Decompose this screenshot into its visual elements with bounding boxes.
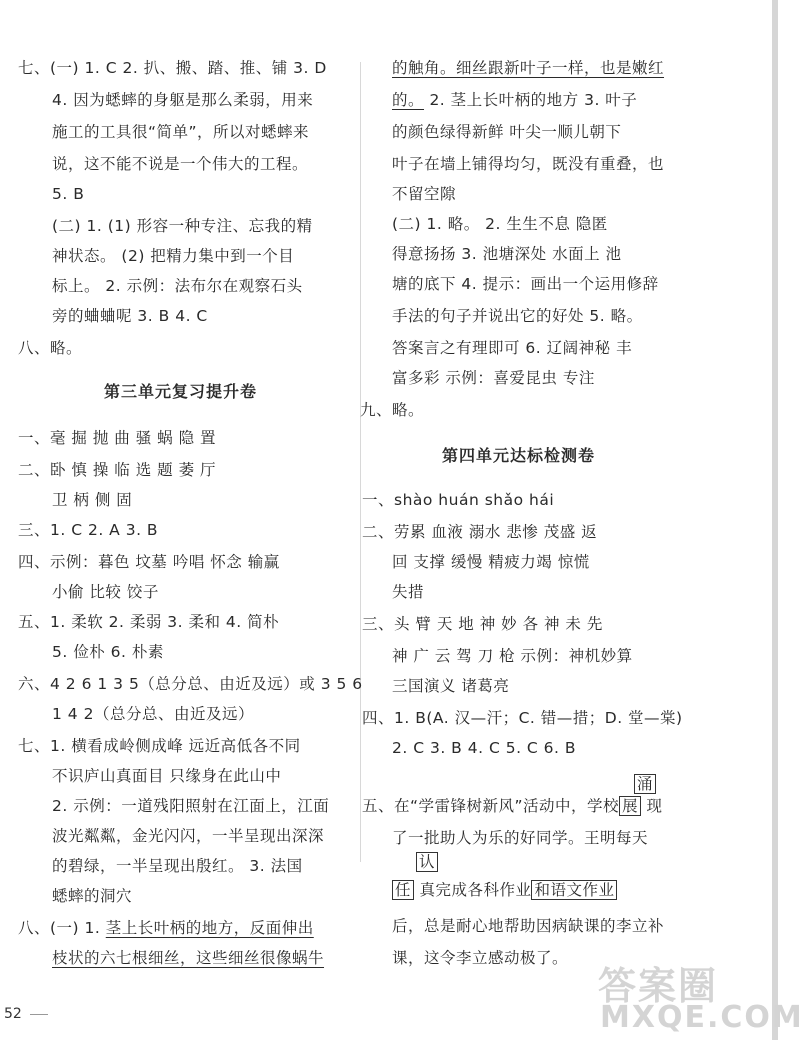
- answer-line: (二) 1. (1) 形容一种专注、忘我的精: [52, 217, 313, 235]
- page-number: 52: [4, 1006, 22, 1022]
- answer-line: 4. 因为蟋蟀的身躯是那么柔弱，用来: [52, 91, 314, 109]
- section-title: 第四单元达标检测卷: [442, 446, 596, 465]
- answer-line: 手法的句子并说出它的好处 5. 略。: [392, 307, 643, 325]
- answer-line: 三国演义 诸葛亮: [392, 677, 510, 695]
- page-number-rule: [30, 1014, 48, 1015]
- answer-line: 六、4 2 6 1 3 5（总分总、由近及远）或 3 5 6: [18, 675, 363, 693]
- answer-line: 神状态。 (2) 把精力集中到一个目: [52, 247, 295, 265]
- column-divider: [360, 62, 361, 862]
- answer-line: 回 支撑 缓慢 精疲力竭 惊慌: [392, 553, 590, 571]
- underlined-answer: 枝状的六七根细丝，这些细丝很像蜗牛: [52, 949, 325, 967]
- answer-line: 四、示例：暮色 坟墓 吟唱 怀念 输赢: [18, 553, 280, 571]
- answer-line: 施工的工具很“简单”，所以对蟋蟀来: [52, 123, 310, 141]
- answer-text: 五、在“学雷锋树新风”活动中，学校: [362, 797, 620, 815]
- answer-line: 神 广 云 驾 刀 枪 示例：神机妙算: [392, 647, 633, 665]
- watermark-url: MXQE.COM: [600, 1000, 804, 1035]
- answer-line: 叶子在墙上铺得均匀，既没有重叠，也: [392, 155, 665, 173]
- answer-line: 后，总是耐心地帮助因病缺课的李立补: [392, 917, 665, 935]
- answer-line: 八、略。: [18, 339, 83, 357]
- answer-line: 三、头 臂 天 地 神 妙 各 神 未 先: [362, 615, 603, 633]
- answer-line: 五、1. 柔软 2. 柔弱 3. 柔和 4. 简朴: [18, 613, 280, 631]
- answer-text: 现: [641, 797, 663, 815]
- answer-line: 答案言之有理即可 6. 辽阔神秘 丰: [392, 339, 633, 357]
- answer-line: 说，这不能不说是一个伟大的工程。: [52, 155, 309, 173]
- answer-line: 2. C 3. B 4. C 5. C 6. B: [392, 739, 577, 757]
- answer-line: 一、毫 掘 抛 曲 骚 蜗 隐 置: [18, 429, 216, 447]
- answer-line: 富多彩 示例：喜爱昆虫 专注: [392, 369, 595, 387]
- answer-line: 一、shào huán shǎo hái: [362, 491, 555, 509]
- answer-line: 得意扬扬 3. 池塘深处 水面上 池: [392, 245, 622, 263]
- underlined-answer: 的触角。细丝跟新叶子一样，也是嫩红: [392, 59, 665, 77]
- answer-line: 5. B: [52, 185, 85, 203]
- answer-line: [392, 90, 637, 110]
- answer-line: 卫 柄 侧 固: [52, 491, 133, 509]
- answer-line: 的颜色绿得新鲜 叶尖一顺儿朝下: [392, 123, 622, 141]
- answer-line: [362, 796, 663, 816]
- answer-line: 小偷 比较 饺子: [52, 583, 159, 601]
- answer-line: 课，这令李立感动极了。: [392, 949, 569, 967]
- answer-line: 失措: [392, 583, 425, 601]
- answer-line: 七、(一) 1. C 2. 扒、搬、踏、推、铺 3. D: [18, 59, 327, 77]
- underlined-answer: 的。: [392, 91, 425, 109]
- correction-mark: 认: [416, 852, 438, 872]
- error-box: 任: [392, 880, 414, 900]
- insertion-box: 和语文作业: [531, 880, 617, 900]
- answer-line: 九、略。: [360, 401, 425, 419]
- answer-line: 了一批助人为乐的好同学。王明每天: [392, 829, 649, 847]
- answer-text: 2. 茎上长叶柄的地方 3. 叶子: [424, 91, 638, 109]
- answer-line: 1 4 2（总分总、由近及远）: [52, 705, 254, 723]
- answer-line: 5. 俭朴 6. 朴素: [52, 643, 164, 661]
- answer-line: 蟋蟀的洞穴: [52, 887, 133, 905]
- answer-line: 二、卧 慎 操 临 选 题 萎 厅: [18, 461, 216, 479]
- answer-line: 三、1. C 2. A 3. B: [18, 521, 159, 539]
- answer-line: 标上。 2. 示例：法布尔在观察石头: [52, 277, 303, 295]
- answer-line: 七、1. 横看成岭侧成峰 远近高低各不同: [18, 737, 301, 755]
- answer-line: 塘的底下 4. 提示：画出一个运用修辞: [392, 275, 659, 293]
- answer-text: 真完成各科作业: [414, 881, 532, 899]
- section-title: 第三单元复习提升卷: [104, 382, 258, 401]
- answer-line: 旁的蛐蛐呢 3. B 4. C: [52, 307, 208, 325]
- underlined-answer: 茎上长叶柄的地方，反面伸出: [105, 919, 314, 937]
- answer-prefix: 八、(一) 1.: [18, 919, 106, 937]
- answer-line: 2. 示例：一道残阳照射在江面上，江面: [52, 797, 330, 815]
- answer-line: 不留空隙: [392, 185, 457, 203]
- answer-line: 四、1. B(A. 汉—汗；C. 错—措；D. 堂—棠): [362, 709, 683, 727]
- answer-line: [18, 918, 314, 938]
- watermark-logo: 答案圈: [598, 964, 719, 1008]
- correction-mark: 涌: [634, 774, 656, 794]
- answer-line: 波光粼粼，金光闪闪，一半呈现出深深: [52, 827, 325, 845]
- answer-line: 二、劳累 血液 溺水 悲惨 茂盛 返: [362, 523, 598, 541]
- answer-line: (二) 1. 略。 2. 生生不息 隐匿: [392, 215, 608, 233]
- answer-line: 不识庐山真面目 只缘身在此山中: [52, 767, 282, 785]
- page-edge: [772, 0, 778, 1040]
- error-box: 展: [619, 796, 641, 816]
- answer-line: [392, 880, 617, 900]
- answer-line: 的碧绿，一半呈现出殷红。 3. 法国: [52, 857, 303, 875]
